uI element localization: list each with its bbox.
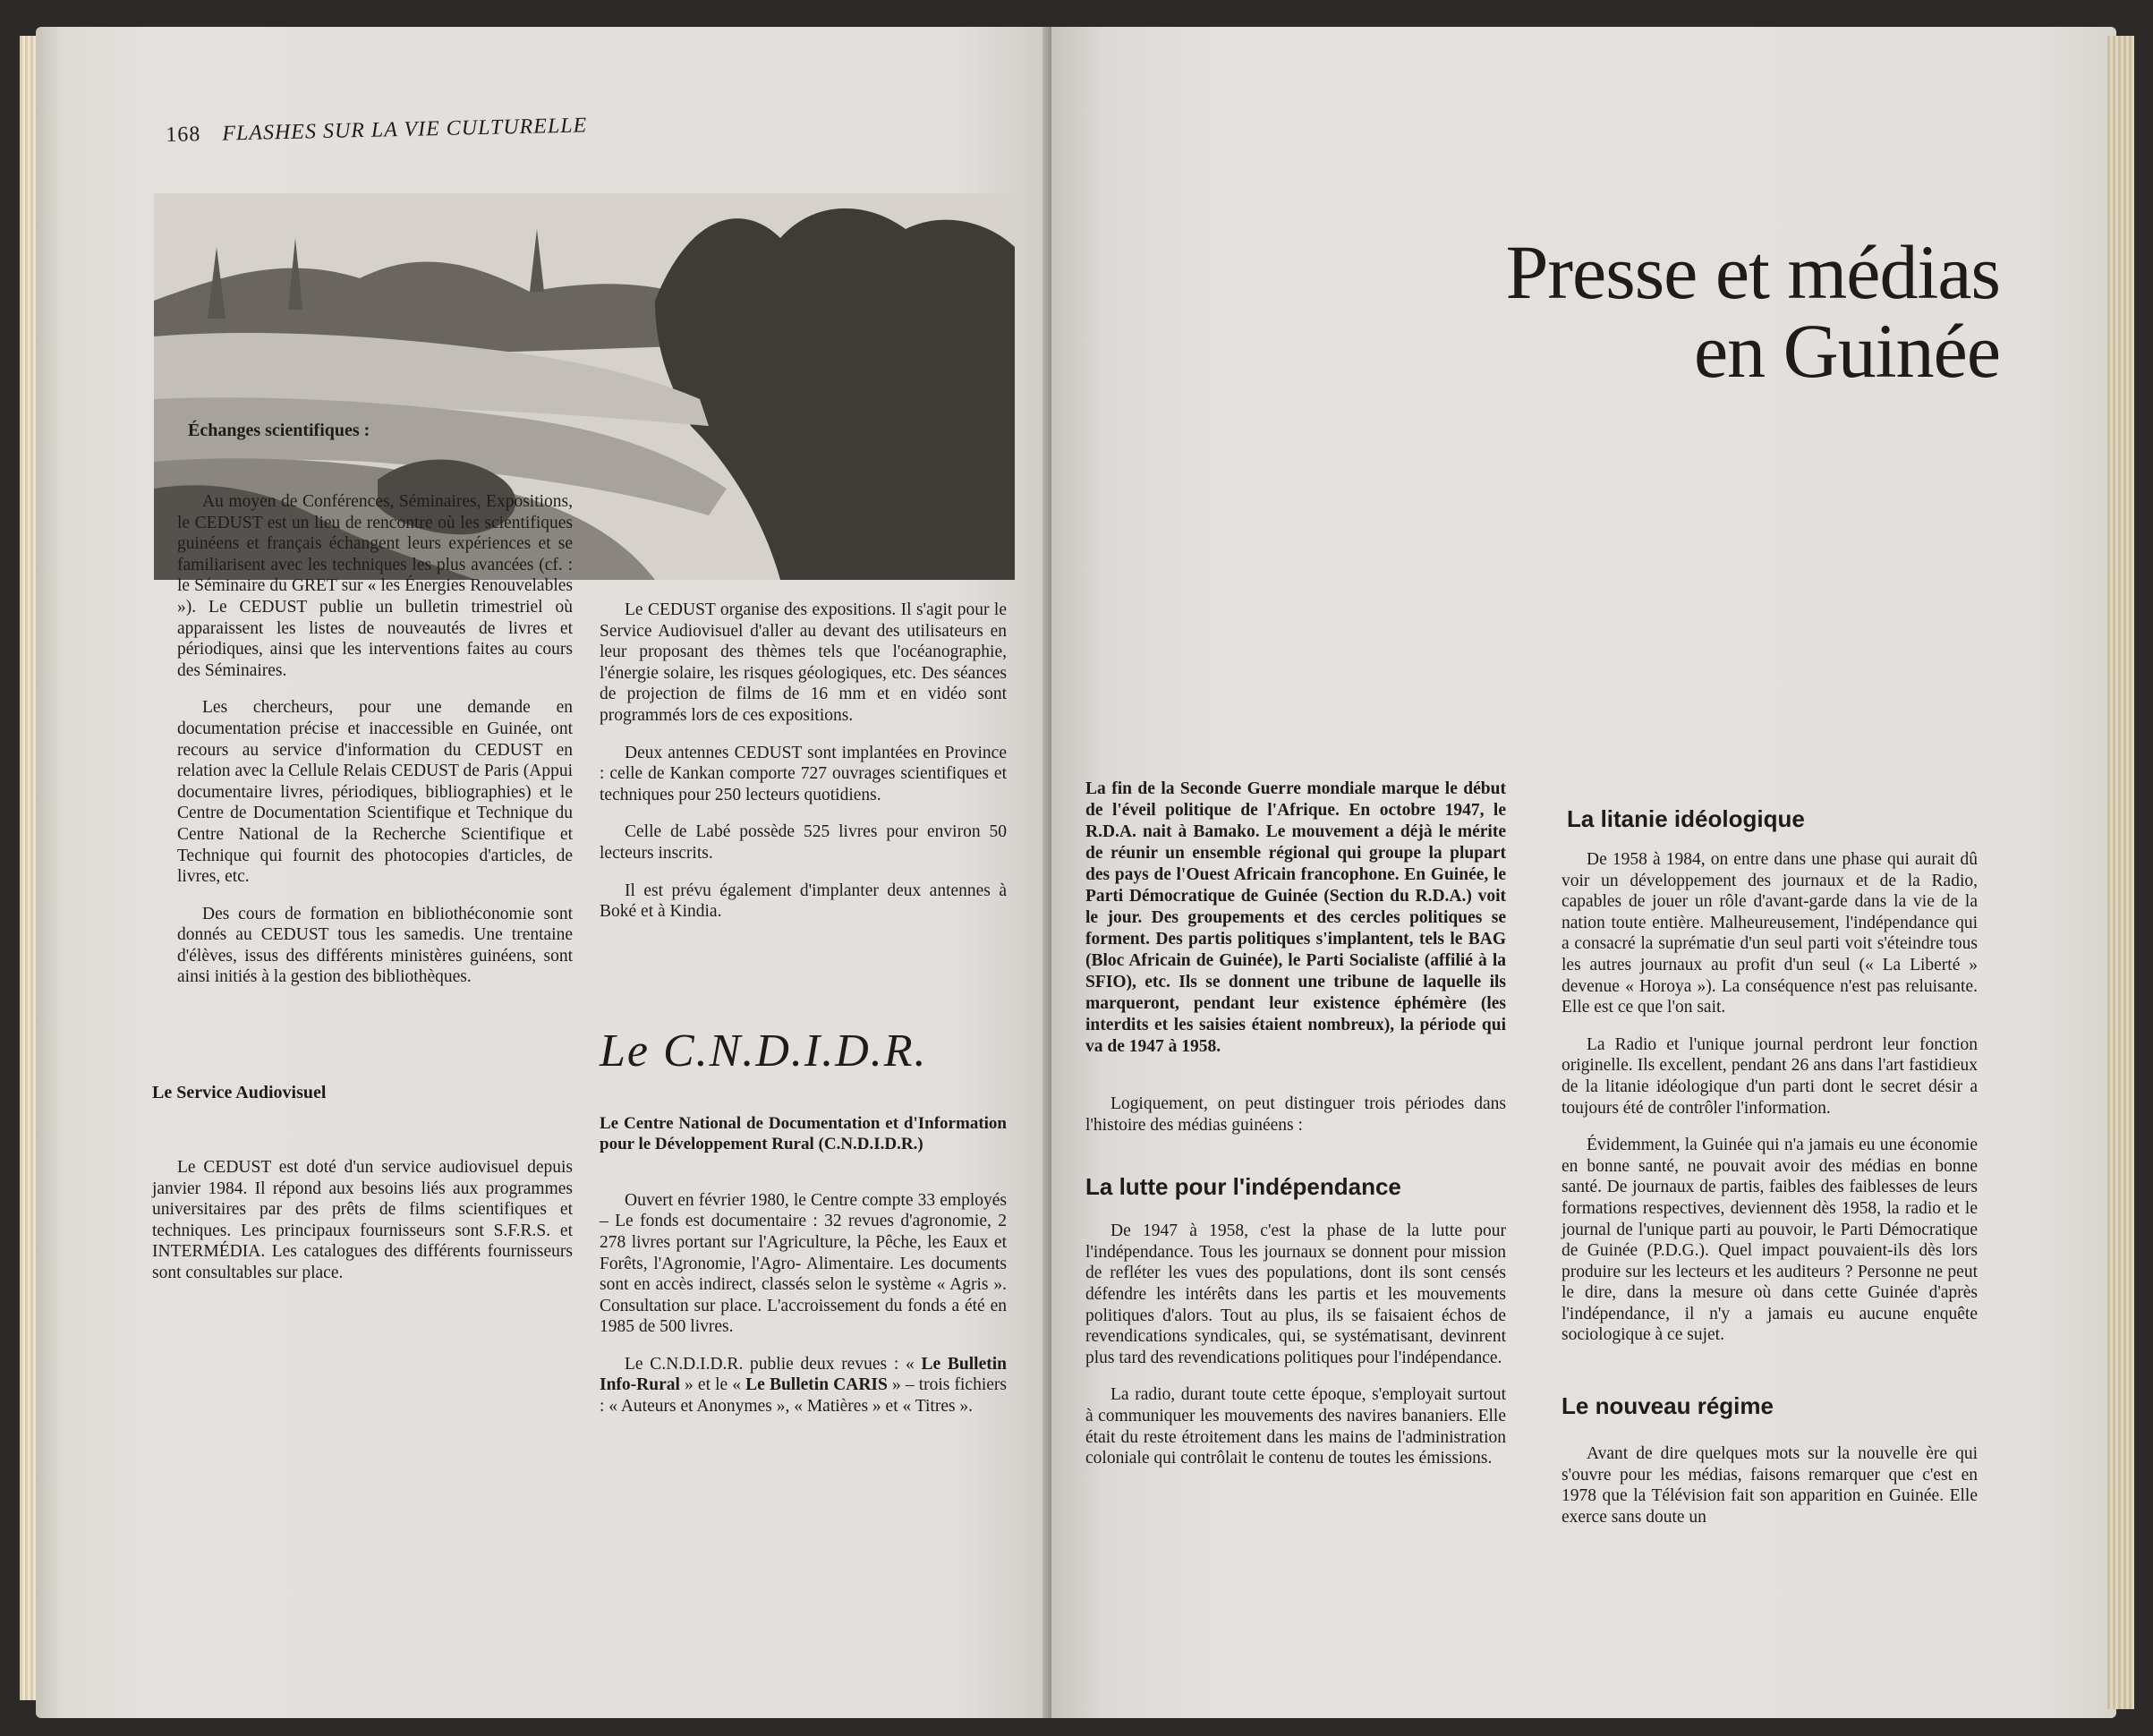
- text-fragment: Le C.N.D.I.D.R. publie deux revues : «: [625, 1354, 922, 1374]
- paragraph: La radio, durant toute cette époque, s'employait surtout à communiquer les mouvements des navires bananiers. Elle était du reste étroitement dans les mains de l'administration coloniale qui contrôlait le contenu de toutes les émissions.: [1085, 1385, 1506, 1468]
- paragraph: Celle de Labé possède 525 livres pour environ 50 lecteurs inscrits.: [600, 822, 1007, 863]
- heading-lutte-independance: La lutte pour l'indépendance: [1085, 1173, 1401, 1201]
- left-page: [36, 27, 1051, 1718]
- subtitle-cndidr: Le Centre National de Documentation et d'Information pour le Développement Rural (C.N.D.I.D.R.): [600, 1113, 1007, 1153]
- right-column-1: [1085, 779, 1506, 1485]
- section-title-cndidr: Le C.N.D.I.D.R.: [600, 1025, 928, 1076]
- chapter-title-line-1: Presse et médias: [1505, 229, 2000, 315]
- right-column-2: [1562, 805, 1978, 1544]
- paragraph: Le CEDUST organise des expositions. Il s'agit pour le Service Audiovisuel d'aller au devant des utilisateurs en leur proposant des thèmes tels que l'océanographie, l'énergie solaire, les risques géologiques, etc. Des séances de projection de films de 16 mm et en vidéo sont programmés lors de ces expositions.: [600, 600, 1007, 725]
- running-title: FLASHES SUR LA VIE CULTURELLE: [221, 114, 588, 146]
- paragraph: Logiquement, on peut distinguer trois périodes dans l'histoire des médias guinéens :: [1085, 1094, 1506, 1135]
- paragraph: La Radio et l'unique journal perdront leur fonction originelle. Ils excellent, pendant 26 ans dans l'art fastidieux de la litanie idéologique d'un parti dont le secret désir a toujours été de contrôler l'information.: [1562, 1034, 1978, 1118]
- paragraph: Avant de dire quelques mots sur la nouvelle ère qui s'ouvre pour les médias, faisons remarquer que c'est en 1978 que la Télévision fait son apparition en Guinée. Elle exerce sans doute un: [1562, 1444, 1978, 1527]
- chapter-title: [1284, 229, 2000, 394]
- paragraph: Évidemment, la Guinée qui n'a jamais eu une économie en bonne santé, ne pouvait avoir des médias en bonne santé. De journaux de partis, faibles des faiblesses de leurs formations respectives, deviennent dès 1958, la radio et le journal de l'unique parti au pouvoir, le Parti Démocratique de Guinée (P.D.G.). Quel impact pouvaient-ils dès lors produire sur les lecteurs et les auditeurs ? Personne ne peut le dire, dans la mesure où dans cette Guinée d'après l'indépendance, il n'y a jamais eu aucune enquête sociologique à ce sujet.: [1562, 1136, 1978, 1345]
- paragraph: Il est prévu également d'implanter deux antennes à Boké et à Kindia.: [600, 881, 1007, 922]
- paragraph: Le CEDUST est doté d'un service audiovisuel depuis janvier 1984. Il répond aux besoins liés aux programmes universitaires par des prêts de films scientifiques et techniques. Les principaux fournisseurs sont S.F.R.S. et INTERMÉDIA. Les catalogues des différents fournisseurs sont consultables sur place.: [152, 1158, 573, 1283]
- heading-nouveau-regime: Le nouveau régime: [1562, 1392, 1774, 1420]
- paragraph: Au moyen de Conférences, Séminaires, Expositions, le CEDUST est un lieu de rencontre où les scientifiques guinéens et français échangent leurs expériences et se familiarisent avec les techniques les plus avancées (cf. : le Séminaire du GRET sur « les Énergies Renouvelables »). Le CEDUST publie un bulletin trimestriel où apparaissent les listes de nouveautés de livres et périodiques, ainsi que les interventions faites au cours des Séminaires.: [177, 492, 573, 680]
- paragraph: [600, 1354, 1007, 1417]
- bold-title: Le Bulletin CARIS: [745, 1375, 888, 1395]
- left-column-1: [152, 421, 573, 1300]
- text-fragment: » et le «: [679, 1375, 746, 1395]
- bold-title: Le Bulletin Info-Rural: [600, 1354, 1007, 1395]
- page-edge-right: [2107, 36, 2134, 1709]
- paragraph: Des cours de formation en bibliothéconomie sont donnés au CEDUST tous les samedis. Une trentaine d'élèves, issus des différents ministères guinéens, sont ainsi initiés à la gestion des bibliothèques.: [177, 904, 573, 987]
- heading-service-audiovisuel: Le Service Audiovisuel: [152, 1083, 327, 1103]
- heading-litanie-ideologique: La litanie idéologique: [1567, 805, 1805, 832]
- page-header: [166, 114, 588, 148]
- paragraph: De 1958 à 1984, on entre dans une phase qui aurait dû voir un développement des journaux et de la Radio, capables de jouer un rôle d'avant-garde dans la vie de la nation toute entière. Malheureusement, l'indépendance qui a consacré la suprématie d'un seul parti voit s'éteindre tous les autres journaux au profit d'un seul (« La Liberté » devenue « Horoya »). La conséquence n'est pas reluisante. Elle est ce que l'on sait.: [1562, 850, 1978, 1017]
- paragraph: Ouvert en février 1980, le Centre compte 33 employés – Le fonds est documentaire : 32 revues d'agronomie, 2 278 livres portant sur l'Agriculture, la Pêche, les Eaux et Forêts, l'Agronomie, l'Agro- Alimentaire. Les documents sont en accès indirect, classés selon le système « Agris ». Consultation sur place. L'accroissement du fonds a été en 1985 de 500 livres.: [600, 1190, 1007, 1337]
- page-number: 168: [166, 123, 201, 147]
- chapter-title-line-2: en Guinée: [1693, 308, 2000, 394]
- paragraph: Les chercheurs, pour une demande en documentation précise et inaccessible en Guinée, ont recours au service d'information du CEDUST en relation avec la Cellule Relais CEDUST de Paris (Appui documentaire livres, périodiques, bibliographies) et le Centre de Documentation Scientifique et Technique du Centre National de la Recherche Scientifique et Technique qui fournit des photocopies d'articles, de livres, etc.: [177, 698, 573, 887]
- heading-echanges-scientifiques: Échanges scientifiques :: [188, 421, 370, 440]
- right-page: [1051, 27, 2116, 1718]
- text-fragment: » – trois fichiers : « Auteurs et Anonymes », « Matières » et « Titres ».: [600, 1375, 1007, 1417]
- left-column-2: [600, 600, 1007, 1434]
- lead-paragraph: La fin de la Seconde Guerre mondiale marque le début de l'éveil politique de l'Afrique. En octobre 1947, le R.D.A. nait à Bamako. Le mouvement a déjà le mérite de réunir un ensemble régional qui groupe la plupart des pays de l'Ouest Africain francophone. En Guinée, le Parti Démocratique de Guinée (Section du R.D.A.) voit le jour. Des groupements et des cercles politiques se forment. Des partis politiques s'implantent, tels le BAG (Bloc Africain de Guinée), le Parti Socialiste (affilié à la SFIO), etc. Ils se donnent une tribune de laquelle ils marqueront, pendant leur existence éphémère (les interdits et les saisies étaient nombreux), la période qui va de 1947 à 1958.: [1085, 779, 1506, 1056]
- paragraph: Deux antennes CEDUST sont implantées en Province : celle de Kankan comporte 727 ouvrages scientifiques et techniques pour 250 lecteurs quotidiens.: [600, 743, 1007, 804]
- paragraph: De 1947 à 1958, c'est la phase de la lutte pour l'indépendance. Tous les journaux se donnent pour mission de refléter les vues des populations, dont ils sont censés défendre les intérêts dans les partis et les mouvements politiques d'alors. Tout au plus, ils se faisaient échos de revendications syndicales, qui, se systématisant, devinrent plus tard des revendications politiques pour l'indépendance.: [1085, 1221, 1506, 1367]
